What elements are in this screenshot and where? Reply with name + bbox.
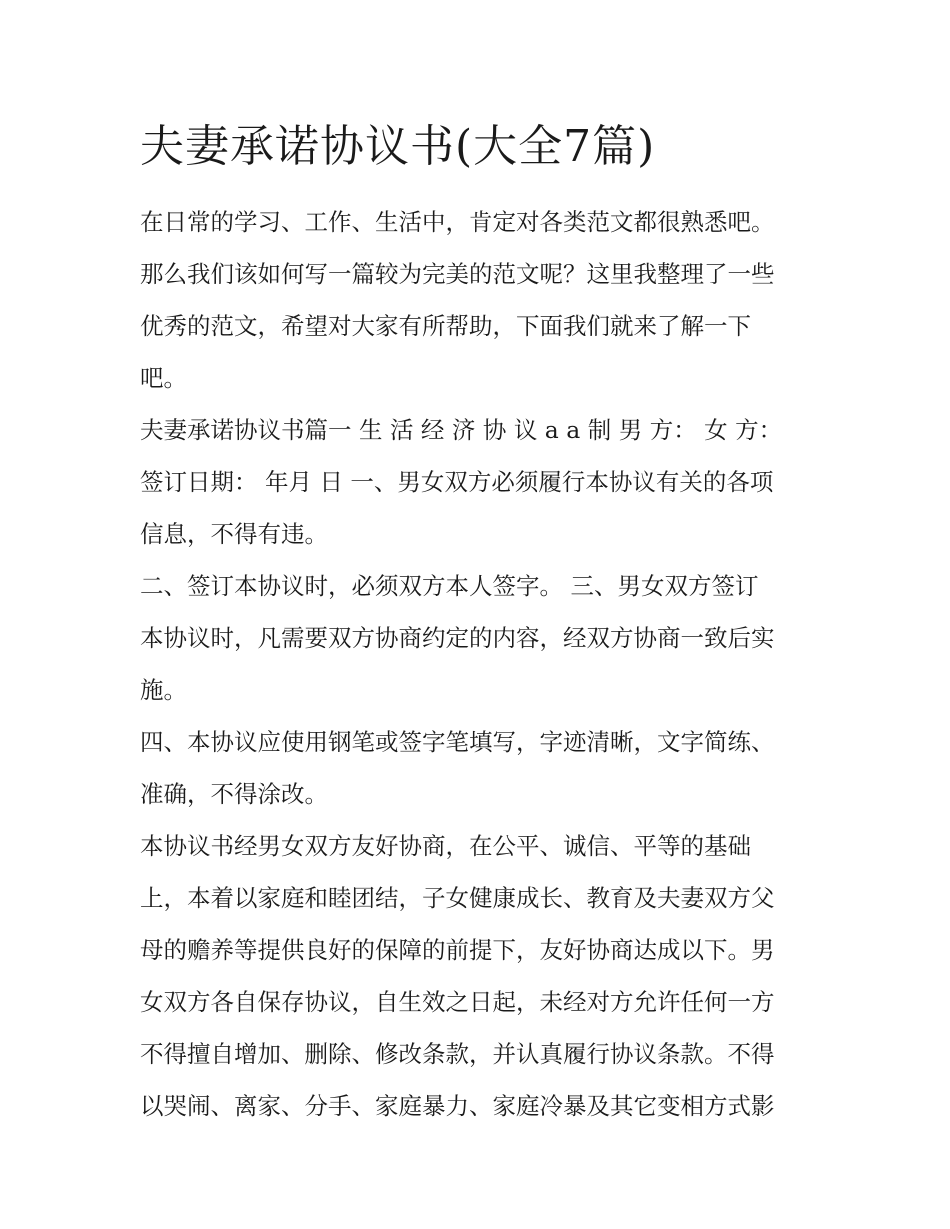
body-line: 准确，不得涂改。 <box>140 780 328 808</box>
body-line: 上，本着以家庭和睦团结，子女健康成长、教育及夫妻双方父 <box>140 884 775 912</box>
body-line: 签订日期： 年月 日 一、男女双方必须履行本协议有关的各项 <box>140 468 774 496</box>
body-line: 吧。 <box>140 364 187 392</box>
body-line: 不得擅自增加、删除、修改条款，并认真履行协议条款。不得 <box>140 1040 775 1068</box>
body-line: 女双方各自保存协议，自生效之日起，未经对方允许任何一方 <box>140 988 775 1016</box>
document-title: 夫妻承诺协议书(大全7篇) <box>140 121 656 172</box>
body-line: 本协议书经男女双方友好协商，在公平、诚信、平等的基础 <box>140 832 751 860</box>
document-body <box>140 196 812 1132</box>
body-line: 本协议时，凡需要双方协商约定的内容，经双方协商一致后实 <box>140 624 775 652</box>
body-line: 信息，不得有违。 <box>140 520 328 548</box>
body-line: 四、本协议应使用钢笔或签字笔填写，字迹清晰，文字简练、 <box>140 728 775 756</box>
body-line: 那么我们该如何写一篇较为完美的范文呢？这里我整理了一些 <box>140 260 775 288</box>
body-line: 二、签订本协议时，必须双方本人签字。 三、男女双方签订 <box>140 572 759 600</box>
body-line: 以哭闹、离家、分手、家庭暴力、家庭冷暴及其它变相方式影 <box>140 1092 775 1120</box>
body-line: 施。 <box>140 676 187 704</box>
body-line: 母的赡养等提供良好的保障的前提下，友好协商达成以下。男 <box>140 936 775 964</box>
body-line: 夫妻承诺协议书篇一 生 活 经 济 协 议 a a 制 男 方： 女 方： <box>140 416 783 444</box>
body-line: 优秀的范文，希望对大家有所帮助，下面我们就来了解一下 <box>140 312 751 340</box>
body-line: 在日常的学习、工作、生活中，肯定对各类范文都很熟悉吧。 <box>140 208 775 236</box>
